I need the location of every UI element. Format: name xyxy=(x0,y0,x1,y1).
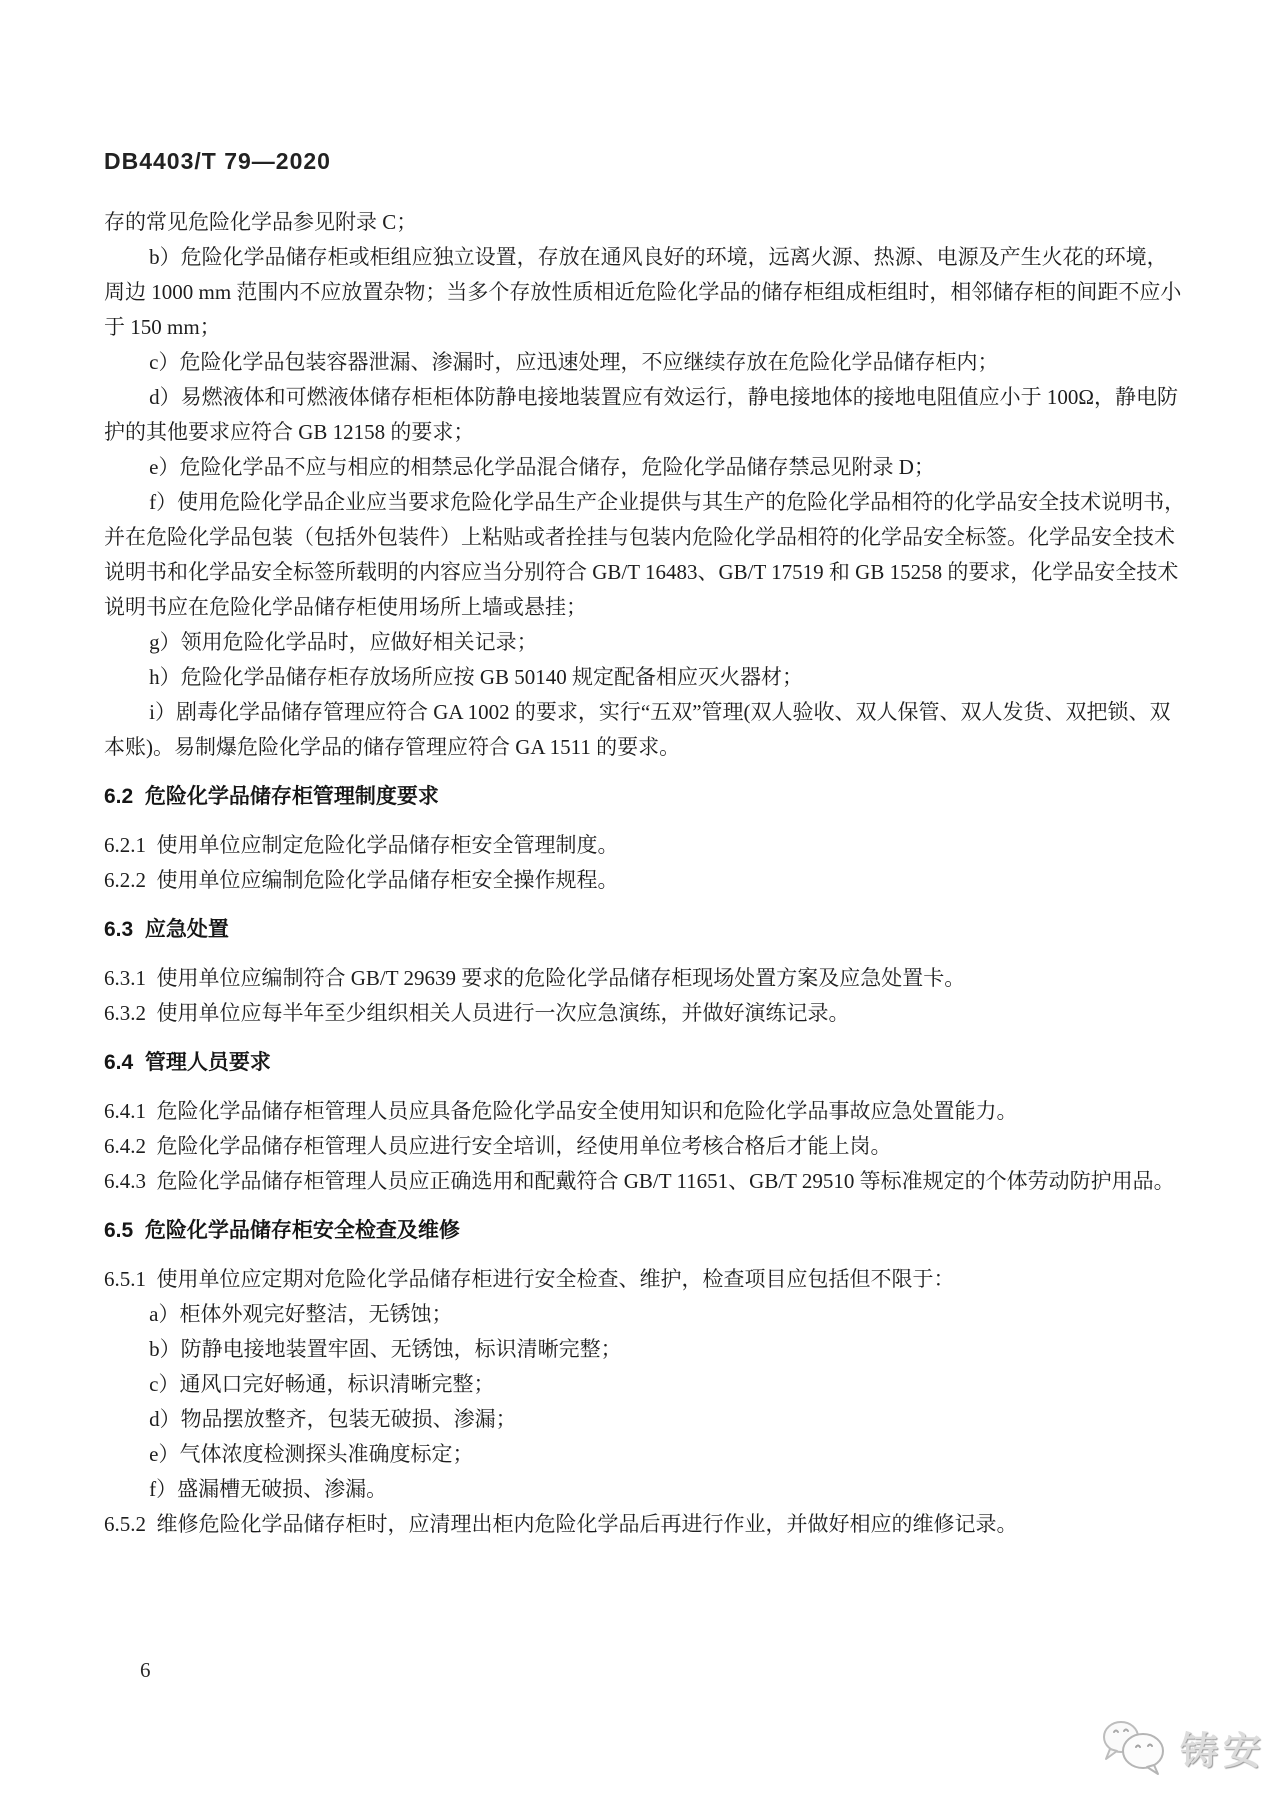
watermark-label: 铸安 xyxy=(1180,1730,1267,1773)
clause-6-4-2: 6.4.2 危险化学品储存柜管理人员应进行安全培训，经使用单位考核合格后才能上岗。 xyxy=(104,1134,892,1158)
heading-6-4: 6.4 管理人员要求 xyxy=(104,1051,271,1074)
list-item-e: e）危险化学品不应与相应的相禁忌化学品混合储存，危险化学品储存禁忌见附录 D； xyxy=(149,455,935,479)
standard-number-header: DB4403/T 79—2020 xyxy=(104,148,331,174)
list-item-g: g）领用危险化学品时，应做好相关记录； xyxy=(149,630,538,654)
clause-6-4-1: 6.4.1 危险化学品储存柜管理人员应具备危险化学品安全使用知识和危险化学品事故应急处置能力。 xyxy=(104,1099,1018,1123)
clause-6-5-1: 6.5.1 使用单位应定期对危险化学品储存柜进行安全检查、维护，检查项目应包括但不限于： xyxy=(104,1267,955,1291)
check-item-a: a）柜体外观完好整洁，无锈蚀； xyxy=(149,1302,453,1326)
clause-6-5-2: 6.5.2 维修危险化学品储存柜时，应清理出柜内危险化学品后再进行作业，并做好相应的维修记录。 xyxy=(104,1512,1018,1536)
list-item-i: i）剧毒化学品储存管理应符合 GA 1002 的要求，实行“五双”管理(双人验收、双人保管、双人发货、双把锁、双本账)。易制爆危险化学品的储存管理应符合 GA 1511 的要求。 xyxy=(104,700,1171,759)
clause-6-2-2: 6.2.2 使用单位应编制危险化学品储存柜安全操作规程。 xyxy=(104,868,619,892)
list-item-d: d）易燃液体和可燃液体储存柜柜体防静电接地装置应有效运行，静电接地体的接地电阻值应小于 100Ω，静电防护的其他要求应符合 GB 12158 的要求； xyxy=(104,385,1178,444)
page-number: 6 xyxy=(140,1658,151,1682)
clause-6-3-1: 6.3.1 使用单位应编制符合 GB/T 29639 要求的危险化学品储存柜现场处置方案及应急处置卡。 xyxy=(104,966,966,990)
check-item-d: d）物品摆放整齐，包装无破损、渗漏； xyxy=(149,1407,517,1431)
para-continuation: 存的常见危险化学品参见附录 C； xyxy=(104,210,418,234)
heading-6-5: 6.5 危险化学品储存柜安全检查及维修 xyxy=(104,1219,460,1242)
clause-6-3-2: 6.3.2 使用单位应每半年至少组织相关人员进行一次应急演练，并做好演练记录。 xyxy=(104,1001,850,1025)
clause-6-2-1: 6.2.1 使用单位应制定危险化学品储存柜安全管理制度。 xyxy=(104,833,619,857)
check-item-c: c）通风口完好畅通，标识清晰完整； xyxy=(149,1372,495,1396)
chat-bubbles-icon xyxy=(1098,1718,1170,1776)
list-item-h: h）危险化学品储存柜存放场所应按 GB 50140 规定配备相应灭火器材； xyxy=(149,665,804,689)
list-item-f: f）使用危险化学品企业应当要求危险化学品生产企业提供与其生产的危险化学品相符的化学品安全技术说明书，并在危险化学品包装（包括外包装件）上粘贴或者拴挂与包装内危险化学品相符的化学品安全标签。化学品安全技术说明书和化学品安全标签所载明的内容应当分别符合 GB/T 16483、GB/T 17519 和 GB 15258 的要求，化学品安全技术说明书应在危险化学品储存柜使用场所上墙或悬挂； xyxy=(104,490,1186,619)
heading-6-2: 6.2 危险化学品储存柜管理制度要求 xyxy=(104,785,439,808)
document-body xyxy=(104,205,1186,1542)
list-item-b: b）危险化学品储存柜或柜组应独立设置，存放在通风良好的环境，远离火源、热源、电源及产生火花的环境，周边 1000 mm 范围内不应放置杂物；当多个存放性质相近危险化学品的储存柜组成柜组时，相邻储存柜的间距不应小于 150 mm； xyxy=(104,245,1182,339)
list-item-c: c）危险化学品包装容器泄漏、渗漏时，应迅速处理，不应继续存放在危险化学品储存柜内； xyxy=(149,350,999,374)
watermark xyxy=(1098,1718,1266,1776)
clause-6-4-3: 6.4.3 危险化学品储存柜管理人员应正确选用和配戴符合 GB/T 11651、GB/T 29510 等标准规定的个体劳动防护用品。 xyxy=(104,1169,1175,1193)
check-item-e: e）气体浓度检测探头准确度标定； xyxy=(149,1442,474,1466)
check-item-b: b）防静电接地装置牢固、无锈蚀，标识清晰完整； xyxy=(149,1337,622,1361)
heading-6-3: 6.3 应急处置 xyxy=(104,918,229,941)
check-item-f: f）盛漏槽无破损、渗漏。 xyxy=(149,1477,388,1501)
